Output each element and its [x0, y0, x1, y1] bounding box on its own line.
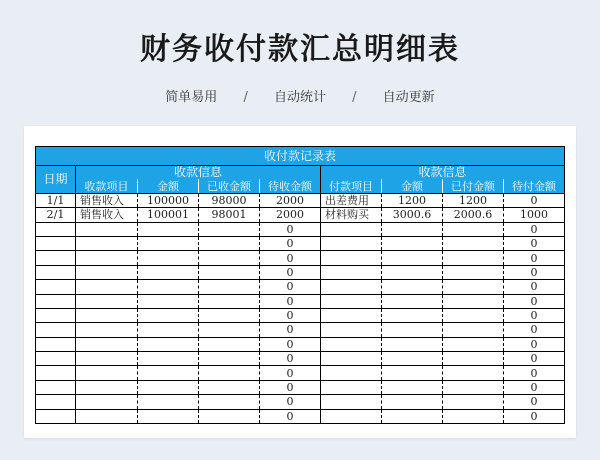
table-cell[interactable]: [76, 251, 138, 265]
table-cell[interactable]: 0: [504, 395, 565, 409]
table-cell[interactable]: [76, 222, 138, 236]
table-row: [36, 323, 565, 337]
table-cell[interactable]: [199, 380, 260, 394]
table-cell[interactable]: 0: [504, 280, 565, 294]
table-row: [36, 395, 565, 409]
table-row: [36, 222, 565, 236]
table-cell[interactable]: [321, 280, 382, 294]
table-cell[interactable]: [321, 236, 382, 250]
table-cell[interactable]: 0: [504, 265, 565, 279]
table-cell[interactable]: [36, 380, 76, 394]
table-cell[interactable]: 0: [260, 352, 321, 366]
table-cell[interactable]: 2/1: [36, 208, 76, 222]
table-cell[interactable]: [76, 409, 138, 423]
table-cell[interactable]: [382, 308, 443, 322]
table-cell[interactable]: [138, 222, 199, 236]
table-cell[interactable]: [199, 280, 260, 294]
table-cell[interactable]: [321, 251, 382, 265]
pay-group-header: 收款信息: [321, 166, 565, 180]
table-cell[interactable]: [138, 236, 199, 250]
table-row: [36, 208, 565, 222]
table-cell[interactable]: [199, 352, 260, 366]
table-row: [36, 380, 565, 394]
table-cell[interactable]: [36, 236, 76, 250]
table-cell[interactable]: [382, 366, 443, 380]
table-cell[interactable]: [36, 222, 76, 236]
table-cell[interactable]: 材料购买: [321, 208, 382, 222]
table-cell[interactable]: 1200: [443, 193, 504, 207]
col-header: 金额: [138, 179, 199, 193]
table-cell[interactable]: 1200: [382, 193, 443, 207]
subtitle-item: 自动更新: [382, 90, 435, 105]
table-cell[interactable]: [321, 366, 382, 380]
table-cell[interactable]: [138, 323, 199, 337]
table-cell[interactable]: [76, 395, 138, 409]
table-cell[interactable]: [321, 337, 382, 351]
table-row: [36, 265, 565, 279]
table-cell[interactable]: 100001: [138, 208, 199, 222]
table-cell[interactable]: 0: [260, 251, 321, 265]
table-cell[interactable]: [443, 337, 504, 351]
table-cell[interactable]: 1/1: [36, 193, 76, 207]
table-row: [36, 366, 565, 380]
table-cell[interactable]: [321, 294, 382, 308]
table-cell[interactable]: 3000.6: [382, 208, 443, 222]
table-cell[interactable]: [199, 337, 260, 351]
table-cell[interactable]: [36, 409, 76, 423]
table-cell[interactable]: [321, 323, 382, 337]
table-cell[interactable]: 0: [260, 409, 321, 423]
table-cell[interactable]: [443, 395, 504, 409]
table-cell[interactable]: [76, 352, 138, 366]
table-cell[interactable]: [443, 294, 504, 308]
table-cell[interactable]: 0: [260, 308, 321, 322]
table-cell[interactable]: 1000: [504, 208, 565, 222]
table-row: [36, 236, 565, 250]
table-cell[interactable]: 0: [260, 222, 321, 236]
col-header: 待付金额: [504, 179, 565, 193]
ledger-body: [36, 193, 565, 423]
table-row: [36, 308, 565, 322]
table-cell[interactable]: [382, 280, 443, 294]
table-cell[interactable]: 0: [504, 337, 565, 351]
table-cell[interactable]: [199, 323, 260, 337]
table-row: [36, 409, 565, 423]
col-header: 已收金额: [199, 179, 260, 193]
table-cell[interactable]: [382, 337, 443, 351]
table-cell[interactable]: [36, 294, 76, 308]
table-cell[interactable]: 0: [260, 265, 321, 279]
table-cell[interactable]: [76, 236, 138, 250]
table-cell[interactable]: 0: [504, 409, 565, 423]
col-header: 付款项目: [321, 179, 382, 193]
page-title: 财务收付款汇总明细表: [140, 32, 460, 67]
table-cell[interactable]: [36, 265, 76, 279]
table-cell[interactable]: 0: [504, 308, 565, 322]
table-cell[interactable]: 销售收入: [76, 193, 138, 207]
table-cell[interactable]: [321, 308, 382, 322]
table-cell[interactable]: [199, 251, 260, 265]
table-cell[interactable]: [76, 337, 138, 351]
table-cell[interactable]: [76, 280, 138, 294]
table-row: [36, 352, 565, 366]
table-cell[interactable]: [199, 395, 260, 409]
table-cell[interactable]: 2000.6: [443, 208, 504, 222]
table-cell[interactable]: [382, 294, 443, 308]
spreadsheet-card: [24, 126, 576, 438]
table-cell[interactable]: [321, 265, 382, 279]
table-cell[interactable]: 0: [504, 222, 565, 236]
table-cell[interactable]: [443, 409, 504, 423]
table-cell[interactable]: [382, 323, 443, 337]
table-cell[interactable]: [138, 294, 199, 308]
subtitle-item: 简单易用: [165, 90, 218, 105]
table-cell[interactable]: [199, 308, 260, 322]
date-header: 日期: [36, 166, 76, 194]
table-cell[interactable]: [138, 409, 199, 423]
subtitle-separator: /: [352, 90, 357, 105]
table-cell[interactable]: [382, 352, 443, 366]
subtitle-item: 自动统计: [273, 90, 326, 105]
table-cell[interactable]: [443, 251, 504, 265]
table-cell[interactable]: [443, 280, 504, 294]
table-cell[interactable]: [199, 294, 260, 308]
table-cell[interactable]: [199, 409, 260, 423]
table-cell[interactable]: [36, 323, 76, 337]
table-row: [36, 193, 565, 207]
table-cell[interactable]: [76, 265, 138, 279]
table-cell[interactable]: 0: [260, 323, 321, 337]
table-cell[interactable]: [321, 352, 382, 366]
table-row: [36, 280, 565, 294]
table-row: [36, 337, 565, 351]
table-cell[interactable]: [321, 380, 382, 394]
ledger-table: [35, 146, 565, 424]
table-cell[interactable]: [443, 366, 504, 380]
table-cell[interactable]: [36, 352, 76, 366]
table-cell[interactable]: [382, 222, 443, 236]
receive-group-header: 收款信息: [76, 166, 321, 180]
table-row: [36, 251, 565, 265]
table-cell[interactable]: 2000: [260, 208, 321, 222]
table-cell[interactable]: 0: [504, 366, 565, 380]
col-header: 已付金额: [443, 179, 504, 193]
table-cell[interactable]: 0: [504, 294, 565, 308]
table-cell[interactable]: [36, 366, 76, 380]
table-cell[interactable]: [76, 380, 138, 394]
table-cell[interactable]: [443, 352, 504, 366]
table-cell[interactable]: [36, 308, 76, 322]
table-cell[interactable]: [36, 251, 76, 265]
col-header: 待收金额: [260, 179, 321, 193]
table-cell[interactable]: [443, 308, 504, 322]
table-cell[interactable]: [443, 265, 504, 279]
table-cell[interactable]: 0: [504, 193, 565, 207]
table-cell[interactable]: 0: [260, 395, 321, 409]
table-cell[interactable]: 100000: [138, 193, 199, 207]
table-cell[interactable]: 98000: [199, 193, 260, 207]
table-cell[interactable]: [76, 366, 138, 380]
table-cell[interactable]: [382, 380, 443, 394]
table-banner: 收付款记录表: [36, 147, 565, 166]
table-cell[interactable]: [76, 308, 138, 322]
col-header: 收款项目: [76, 179, 138, 193]
table-cell[interactable]: 0: [504, 380, 565, 394]
table-cell[interactable]: [138, 352, 199, 366]
table-row: [36, 294, 565, 308]
subtitle-bar: [0, 86, 600, 105]
table-cell[interactable]: 0: [260, 337, 321, 351]
table-cell[interactable]: [138, 280, 199, 294]
table-cell[interactable]: [138, 395, 199, 409]
table-cell[interactable]: [138, 308, 199, 322]
table-cell[interactable]: [443, 222, 504, 236]
table-cell[interactable]: [321, 409, 382, 423]
table-cell[interactable]: [138, 251, 199, 265]
table-cell[interactable]: 0: [260, 366, 321, 380]
table-cell[interactable]: 0: [260, 236, 321, 250]
subtitle-separator: /: [243, 90, 248, 105]
table-cell[interactable]: 0: [504, 251, 565, 265]
table-cell[interactable]: [76, 323, 138, 337]
table-cell[interactable]: [138, 366, 199, 380]
table-cell[interactable]: 销售收入: [76, 208, 138, 222]
table-cell[interactable]: [321, 395, 382, 409]
table-cell[interactable]: [199, 236, 260, 250]
table-cell[interactable]: [443, 236, 504, 250]
table-cell[interactable]: [199, 366, 260, 380]
table-cell[interactable]: 0: [260, 380, 321, 394]
table-cell[interactable]: 0: [504, 352, 565, 366]
table-cell[interactable]: [138, 265, 199, 279]
table-cell[interactable]: [76, 294, 138, 308]
col-header: 金额: [382, 179, 443, 193]
table-cell[interactable]: 0: [504, 323, 565, 337]
table-cell[interactable]: [382, 236, 443, 250]
table-cell[interactable]: [382, 409, 443, 423]
table-cell[interactable]: 0: [260, 280, 321, 294]
table-cell[interactable]: 98001: [199, 208, 260, 222]
table-cell[interactable]: [138, 380, 199, 394]
table-cell[interactable]: 2000: [260, 193, 321, 207]
table-cell[interactable]: [138, 337, 199, 351]
table-cell[interactable]: [382, 251, 443, 265]
table-cell[interactable]: 0: [504, 236, 565, 250]
table-cell[interactable]: [443, 380, 504, 394]
table-cell[interactable]: [443, 323, 504, 337]
table-cell[interactable]: [199, 265, 260, 279]
table-cell[interactable]: [382, 395, 443, 409]
table-cell[interactable]: [36, 337, 76, 351]
table-cell[interactable]: 出差费用: [321, 193, 382, 207]
table-cell[interactable]: [321, 222, 382, 236]
table-cell[interactable]: [36, 395, 76, 409]
table-cell[interactable]: 0: [260, 294, 321, 308]
table-cell[interactable]: [36, 280, 76, 294]
table-cell[interactable]: [199, 222, 260, 236]
table-cell[interactable]: [382, 265, 443, 279]
